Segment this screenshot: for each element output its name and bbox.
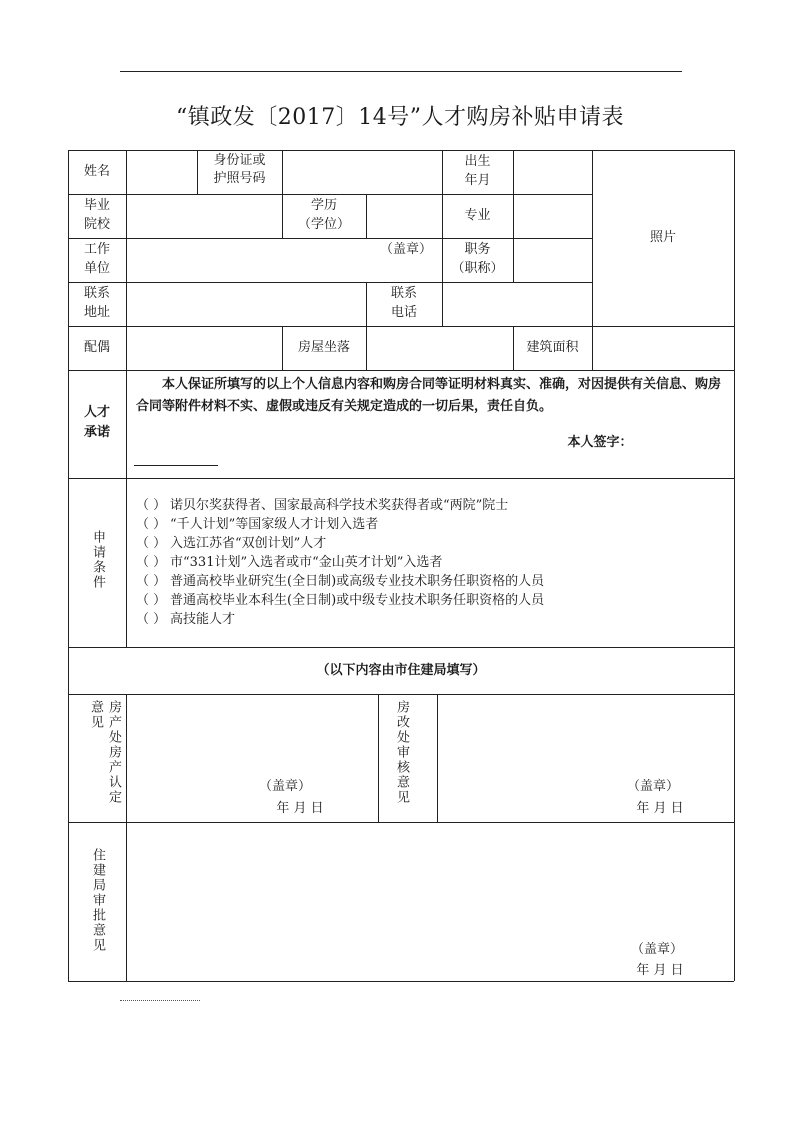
condition-item[interactable]: （ ） 入选江苏省“双创计划”人才 — [136, 536, 327, 551]
conditions-label: 申请条件 — [90, 530, 105, 590]
phone-label-line1: 联系 — [390, 286, 417, 301]
col-divider — [513, 238, 514, 282]
id-label-line1: 身份证或 — [213, 153, 266, 168]
reform-office-date: 年 月 日 — [636, 801, 684, 816]
housing-office-label: 房产处房产认定意见 — [88, 700, 121, 805]
col-divider — [378, 694, 379, 822]
signature-line — [134, 465, 218, 466]
condition-item[interactable]: （ ） 市“331计划”入选者或市“金山英才计划”入选者 — [136, 555, 443, 570]
row-divider — [68, 326, 734, 327]
photo-label: 照片 — [649, 230, 676, 245]
school-label-line2: 院校 — [83, 217, 110, 232]
birth-label-line1: 出生 — [464, 154, 491, 169]
spouse-label: 配偶 — [83, 340, 110, 355]
work-seal-label: （盖章） — [379, 242, 432, 257]
row-divider — [68, 647, 734, 648]
housing-office-seal: （盖章） — [258, 779, 311, 794]
post-label-line1: 职务 — [464, 242, 491, 257]
work-label-line2: 单位 — [83, 261, 110, 276]
table-border-top — [68, 150, 734, 151]
col-divider — [126, 694, 127, 981]
pledge-text: 本人保证所填写的以上个人信息内容和购房合同等证明材料真实、准确，对因提供有关信息、购房合同等附件材料不实、虚假或违反有关规定造成的一切后果，责任自负。 — [136, 377, 722, 414]
major-label: 专业 — [464, 208, 491, 223]
col-divider — [126, 478, 127, 647]
row-divider — [68, 694, 734, 695]
col-divider — [126, 370, 127, 478]
row-divider — [68, 822, 734, 823]
bureau-approval-seal: （盖章） — [630, 942, 683, 957]
condition-item[interactable]: （ ） 普通高校毕业本科生(全日制)或中级专业技术职务任职资格的人员 — [136, 593, 545, 608]
col-divider — [126, 150, 127, 370]
table-border-right — [734, 150, 735, 981]
condition-item[interactable]: （ ） 高技能人才 — [136, 612, 236, 627]
form-title: “镇政发〔2017〕14号”人才购房补贴申请表 — [176, 105, 624, 130]
col-divider — [437, 694, 438, 822]
name-label: 姓名 — [83, 164, 110, 179]
school-label-line1: 毕业 — [83, 198, 110, 213]
phone-label-line2: 电话 — [390, 305, 417, 320]
bureau-approval-date: 年 月 日 — [636, 963, 684, 978]
row-divider — [68, 282, 592, 283]
bureau-note: （以下内容由市住建局填写） — [316, 663, 486, 678]
col-divider — [442, 282, 443, 326]
degree-label-line2: （学位） — [297, 217, 350, 232]
floor-area-label: 建筑面积 — [526, 340, 579, 355]
reform-office-label: 房改处审核意见 — [394, 700, 409, 805]
post-label-line2: （职称） — [451, 261, 504, 276]
footer-dotted-rule — [120, 1000, 200, 1001]
condition-item[interactable]: （ ） “千人计划”等国家级人才计划入选者 — [136, 517, 379, 532]
row-divider — [68, 370, 734, 371]
id-label-line2: 护照号码 — [213, 171, 266, 186]
row-divider — [68, 478, 734, 479]
condition-item[interactable]: （ ） 诺贝尔奖获得者、国家最高科学技术奖获得者或“两院”院士 — [136, 498, 509, 513]
col-divider — [282, 150, 283, 194]
col-divider — [366, 194, 367, 238]
address-label-line2: 地址 — [83, 305, 110, 320]
house-location-label: 房屋坐落 — [297, 340, 350, 355]
degree-label-line1: 学历 — [310, 198, 337, 213]
signature-label: 本人签字： — [567, 435, 633, 450]
condition-item[interactable]: （ ） 普通高校毕业研究生(全日制)或高级专业技术职务任职资格的人员 — [136, 574, 545, 589]
pledge-label-line1: 人才 — [83, 405, 110, 420]
pledge-label-line2: 承诺 — [83, 425, 110, 440]
reform-office-seal: （盖章） — [626, 779, 679, 794]
birth-label-line2: 年月 — [464, 173, 491, 188]
work-label-line1: 工作 — [83, 242, 110, 257]
housing-office-date: 年 月 日 — [276, 801, 324, 816]
col-divider — [513, 150, 514, 194]
col-divider — [366, 326, 367, 370]
col-divider — [513, 194, 514, 238]
address-label-line1: 联系 — [83, 286, 110, 301]
bureau-approval-label: 住建局审批意见 — [90, 848, 105, 953]
col-divider — [592, 326, 593, 370]
